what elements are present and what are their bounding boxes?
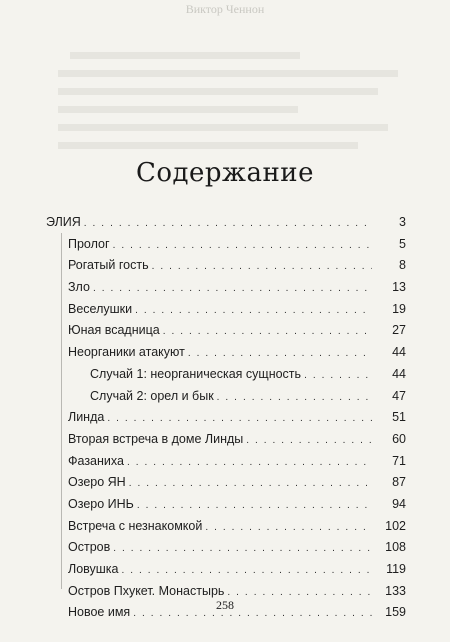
table-of-contents <box>0 212 450 624</box>
dot-leader <box>152 256 372 278</box>
toc-entry-page: 47 <box>392 388 406 403</box>
dot-leader <box>137 495 372 517</box>
toc-entry-title: Остров Пхукет. Монастырь <box>68 583 225 598</box>
toc-entry-title: Случай 2: орел и бык <box>90 388 214 403</box>
toc-entry-title: Остров <box>68 540 111 555</box>
page-number: 258 <box>216 598 234 612</box>
toc-entry-page: 44 <box>392 345 406 360</box>
dot-leader <box>205 517 372 539</box>
toc-entry-page: 13 <box>392 280 406 295</box>
toc-entry-page: 159 <box>385 605 406 620</box>
toc-entry[interactable] <box>0 559 450 581</box>
toc-entry-title: Линда <box>68 410 105 425</box>
toc-entry[interactable] <box>0 516 450 538</box>
toc-entry[interactable] <box>0 407 450 429</box>
ghost-line <box>58 106 298 113</box>
toc-entry[interactable] <box>0 277 450 299</box>
toc-entry-page: 133 <box>385 583 406 598</box>
toc-entry[interactable] <box>0 234 450 256</box>
dot-leader <box>163 321 372 343</box>
toc-entry-title: Встреча с незнакомкой <box>68 518 203 533</box>
toc-entry[interactable] <box>0 537 450 559</box>
toc-entry[interactable] <box>0 212 450 234</box>
toc-entry-title: Веселушки <box>68 301 133 316</box>
toc-entry[interactable] <box>0 320 450 342</box>
toc-entry-title: Юная всадница <box>68 323 160 338</box>
toc-entry-page: 51 <box>392 410 406 425</box>
toc-entry-page: 87 <box>392 475 406 490</box>
dot-leader <box>113 538 372 560</box>
toc-entry-page: 119 <box>386 562 406 576</box>
dot-leader <box>246 430 372 452</box>
toc-entry-page: 27 <box>392 323 406 338</box>
toc-entry-page: 3 <box>399 215 406 229</box>
toc-entry-title: Фазаниха <box>68 453 124 468</box>
toc-entry-title: Вторая встреча в доме Линды <box>68 431 244 446</box>
toc-entry-title: Ловушка <box>68 562 119 576</box>
toc-entry-title: Случай 1: неорганическая сущность <box>90 366 302 381</box>
ghost-line <box>58 88 378 95</box>
dot-leader <box>217 387 372 409</box>
toc-entry[interactable] <box>0 494 450 516</box>
toc-entry-title: Зло <box>68 280 90 295</box>
bleed-through-text <box>0 0 450 240</box>
toc-entry[interactable] <box>0 299 450 321</box>
ghost-line <box>58 142 358 149</box>
dot-leader <box>84 213 372 235</box>
toc-entry-title: Новое имя <box>68 605 131 620</box>
toc-entry-title: Неорганики атакуют <box>68 345 185 360</box>
toc-entry-page: 44 <box>392 366 406 381</box>
toc-entry-page: 94 <box>392 496 406 511</box>
dot-leader <box>127 452 372 474</box>
ghost-line <box>58 124 388 131</box>
dot-leader <box>93 278 372 300</box>
dot-leader <box>113 235 372 257</box>
toc-entry[interactable] <box>0 255 450 277</box>
toc-entry-page: 108 <box>385 540 406 555</box>
toc-entry-title: Рогатый гость <box>68 258 149 273</box>
toc-entry-title: Озеро ЯН <box>68 475 126 490</box>
dot-leader <box>135 300 372 322</box>
toc-entry-page: 5 <box>399 236 406 251</box>
toc-entry[interactable] <box>0 451 450 473</box>
toc-entry-title: ЭЛИЯ <box>46 215 81 229</box>
toc-entry-page: 102 <box>385 518 406 533</box>
toc-entry-title: Озеро ИНЬ <box>68 496 134 511</box>
dot-leader <box>107 408 372 430</box>
toc-entry-page: 8 <box>399 258 406 273</box>
ghost-line <box>70 52 300 59</box>
dot-leader <box>188 343 372 365</box>
dot-leader <box>122 560 373 582</box>
ghost-line <box>58 70 398 77</box>
toc-entry[interactable] <box>0 472 450 494</box>
toc-entry-page: 71 <box>392 453 406 468</box>
running-head: Виктор Ченнон <box>185 2 265 16</box>
toc-entry[interactable] <box>0 342 450 364</box>
dot-leader <box>129 473 372 495</box>
dot-leader <box>304 365 372 387</box>
toc-entry-page: 60 <box>392 431 406 446</box>
page-title: Содержание <box>135 158 315 188</box>
toc-entry[interactable] <box>0 364 450 386</box>
toc-entry[interactable] <box>0 386 450 408</box>
toc-entry-title: Пролог <box>68 236 110 251</box>
toc-entry-page: 19 <box>392 301 406 316</box>
toc-entry[interactable] <box>0 429 450 451</box>
